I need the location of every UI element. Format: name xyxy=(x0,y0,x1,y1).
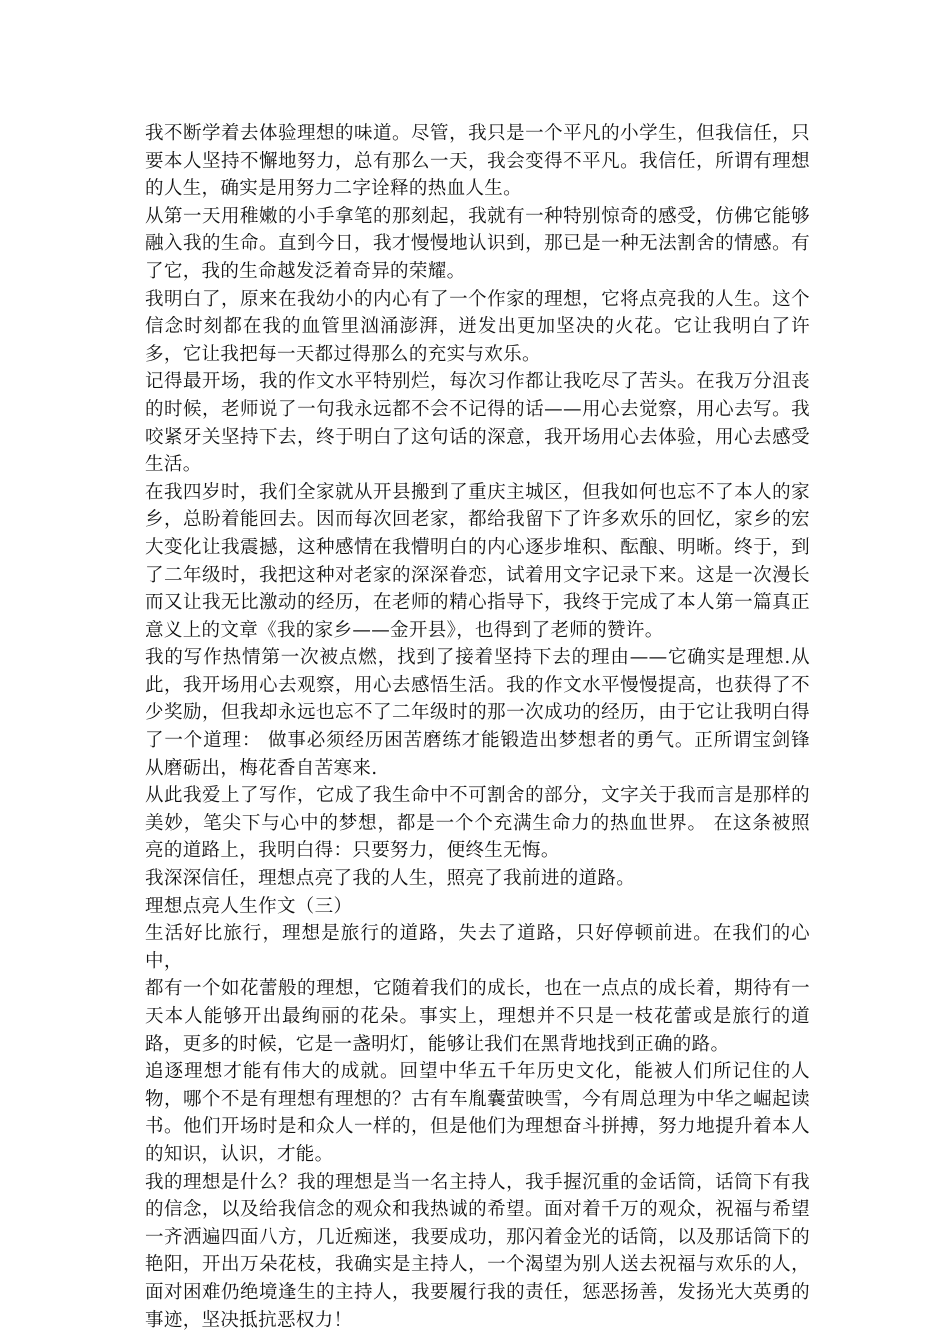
paragraph: 我的写作热情第一次被点燃，找到了接着坚持下去的理由——它确实是理想.从此，我开场用心去观察，用心去感悟生活。我的作文水平慢慢提高，也获得了不少奖励，但我却永远也忘不了二年级时的那一次成功的经历，由于它让我明白得了一个道理： 做事必须经历困苦磨练才能锻造出梦想者的勇气。正所谓宝剑锋从磨砺出，梅花香自苦寒来. xyxy=(145,647,810,779)
paragraph: 我不断学着去体验理想的味道。尽管，我只是一个平凡的小学生，但我信任，只要本人坚持不懈地努力，总有那么一天，我会变得不平凡。我信任，所谓有理想的人生，确实是用努力二字诠释的热血人生。 xyxy=(145,123,810,200)
paragraph: 记得最开场，我的作文水平特别烂，每次习作都让我吃尽了苦头。在我万分沮丧的时候，老师说了一句我永远都不会不记得的话——用心去觉察，用心去写。我咬紧牙关坚持下去，终于明白了这句话的深意，我开场用心去体验，用心去感受生活。 xyxy=(145,371,810,476)
paragraph: 生活好比旅行，理想是旅行的道路，失去了道路，只好停顿前进。在我们的心中， xyxy=(145,923,810,972)
section-heading: 理想点亮人生作文（三） xyxy=(145,895,353,917)
paragraph: 从此我爱上了写作，它成了我生命中不可割舍的部分，文字关于我而言是那样的美妙，笔尖下与心中的梦想，都是一个个充满生命力的热血世界。 在这条被照亮的道路上，我明白得：只要努力，便终生无悔。 xyxy=(145,785,810,862)
paragraph: 我明白了，原来在我幼小的内心有了一个作家的理想，它将点亮我的人生。这个信念时刻都在我的血管里汹涌澎湃，迸发出更加坚决的火花。它让我明白了许多，它让我把每一天都过得那么的充实与欢乐。 xyxy=(145,288,810,365)
paragraph: 从第一天用稚嫩的小手拿笔的那刻起，我就有一种特别惊奇的感受，仿佛它能够融入我的生命。直到今日，我才慢慢地认识到，那已是一种无法割舍的情感。有了它，我的生命越发泛着奇异的荣耀。 xyxy=(145,205,810,282)
paragraph: 追逐理想才能有伟大的成就。回望中华五千年历史文化，能被人们所记住的人物，哪个不是有理想有理想的？古有车胤囊萤映雪，今有周总理为中华之崛起读书。他们开场时是和众人一样的，但是他们为理想奋斗拼搏，努力地提升着本人的知识，认识，才能。 xyxy=(145,1061,810,1165)
document-body xyxy=(145,120,810,1334)
paragraph: 都有一个如花蕾般的理想，它随着我们的成长，也在一点点的成长着，期待有一天本人能够开出最绚丽的花朵。事实上，理想并不只是一枝花蕾或是旅行的道路，更多的时候，它是一盏明灯，能够让我们在黑背地找到正确的路。 xyxy=(145,978,810,1055)
paragraph: 我的理想是什么？我的理想是当一名主持人，我手握沉重的金话筒，话筒下有我的信念，以及给我信念的观众和我热诚的希望。面对着千万的观众，祝福与希望一齐洒遍四面八方，几近痴迷，我要成功，那闪着金光的话筒，以及那话筒下的艳阳，开出万朵花枝，我确实是主持人，一个渴望为别人送去祝福与欢乐的人，面对困难仍绝境逢生的主持人，我要履行我的责任，惩恶扬善，发扬光大英勇的事迹，坚决抵抗恶权力！ xyxy=(145,1171,810,1331)
paragraph: 我深深信任，理想点亮了我的人生，照亮了我前进的道路。 xyxy=(145,868,636,890)
paragraph: 在我四岁时，我们全家就从开县搬到了重庆主城区，但我如何也忘不了本人的家乡，总盼着能回去。因而每次回老家，都给我留下了许多欢乐的回忆，家乡的宏大变化让我震撼，这种感情在我懵明白的内心逐步堆积、酝酿、明晰。终于，到了二年级时，我把这种对老家的深深眷恋，试着用文字记录下来。这是一次漫长而又让我无比激动的经历，在老师的精心指导下，我终于完成了本人第一篇真正意义上的文章《我的家乡——金开县》，也得到了老师的赞许。 xyxy=(145,481,810,641)
